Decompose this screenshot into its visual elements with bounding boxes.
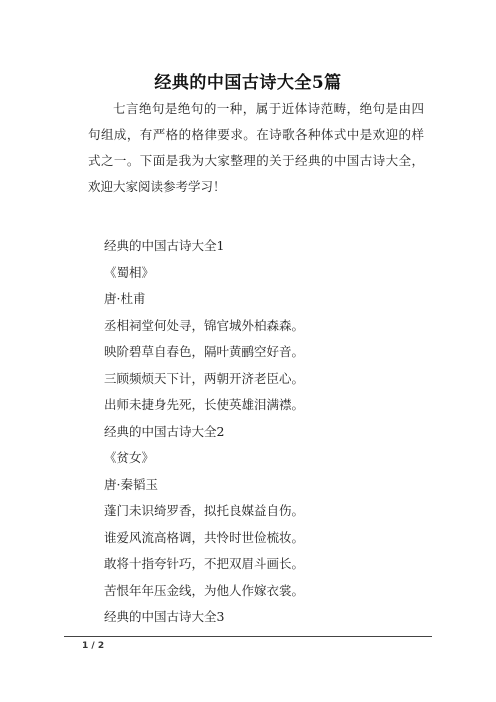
poem-line: 映阶碧草自春色，隔叶黄鹂空好音。: [104, 344, 305, 359]
document-title: 经典的中国古诗大全5篇: [154, 73, 342, 93]
poem-line: 谁爱风流高格调，共怜时世俭梳妆。: [104, 529, 305, 545]
section-heading: 经典的中国古诗大全3: [104, 609, 225, 624]
poem-author: 唐·秦韬玉: [104, 476, 158, 492]
poem-lines: [104, 233, 434, 631]
footer-divider: [64, 636, 432, 637]
section-heading: 经典的中国古诗大全2: [104, 423, 225, 439]
poem-line: 丞相祠堂何处寻，锦官城外柏森森。: [104, 317, 305, 333]
section-heading: 经典的中国古诗大全1: [104, 238, 225, 253]
poem-line: 三顾频烦天下计，两朝开济老臣心。: [104, 370, 305, 386]
poem-line: 出师未捷身先死，长使英雄泪满襟。: [104, 397, 305, 412]
poem-author: 唐·杜甫: [104, 291, 146, 306]
poem-title: 《蜀相》: [104, 264, 155, 280]
page-number: 1 / 2: [82, 641, 105, 651]
intro-paragraph: 七言绝句是绝句的一种，属于近体诗范畴，绝句是由四句组成，有严格的格律要求。在诗歌各种体式中是欢迎的样式之一。下面是我为大家整理的关于经典的中国古诗大全，欢迎大家阅读参考学习！: [88, 101, 424, 194]
poem-line: 敢将十指夸针巧，不把双眉斗画长。: [104, 556, 305, 571]
poem-line: 苦恨年年压金线，为他人作嫁衣裳。: [104, 582, 305, 598]
poem-line: 蓬门未识绮罗香，拟托良媒益自伤。: [104, 503, 305, 518]
poem-title: 《贫女》: [104, 450, 155, 465]
